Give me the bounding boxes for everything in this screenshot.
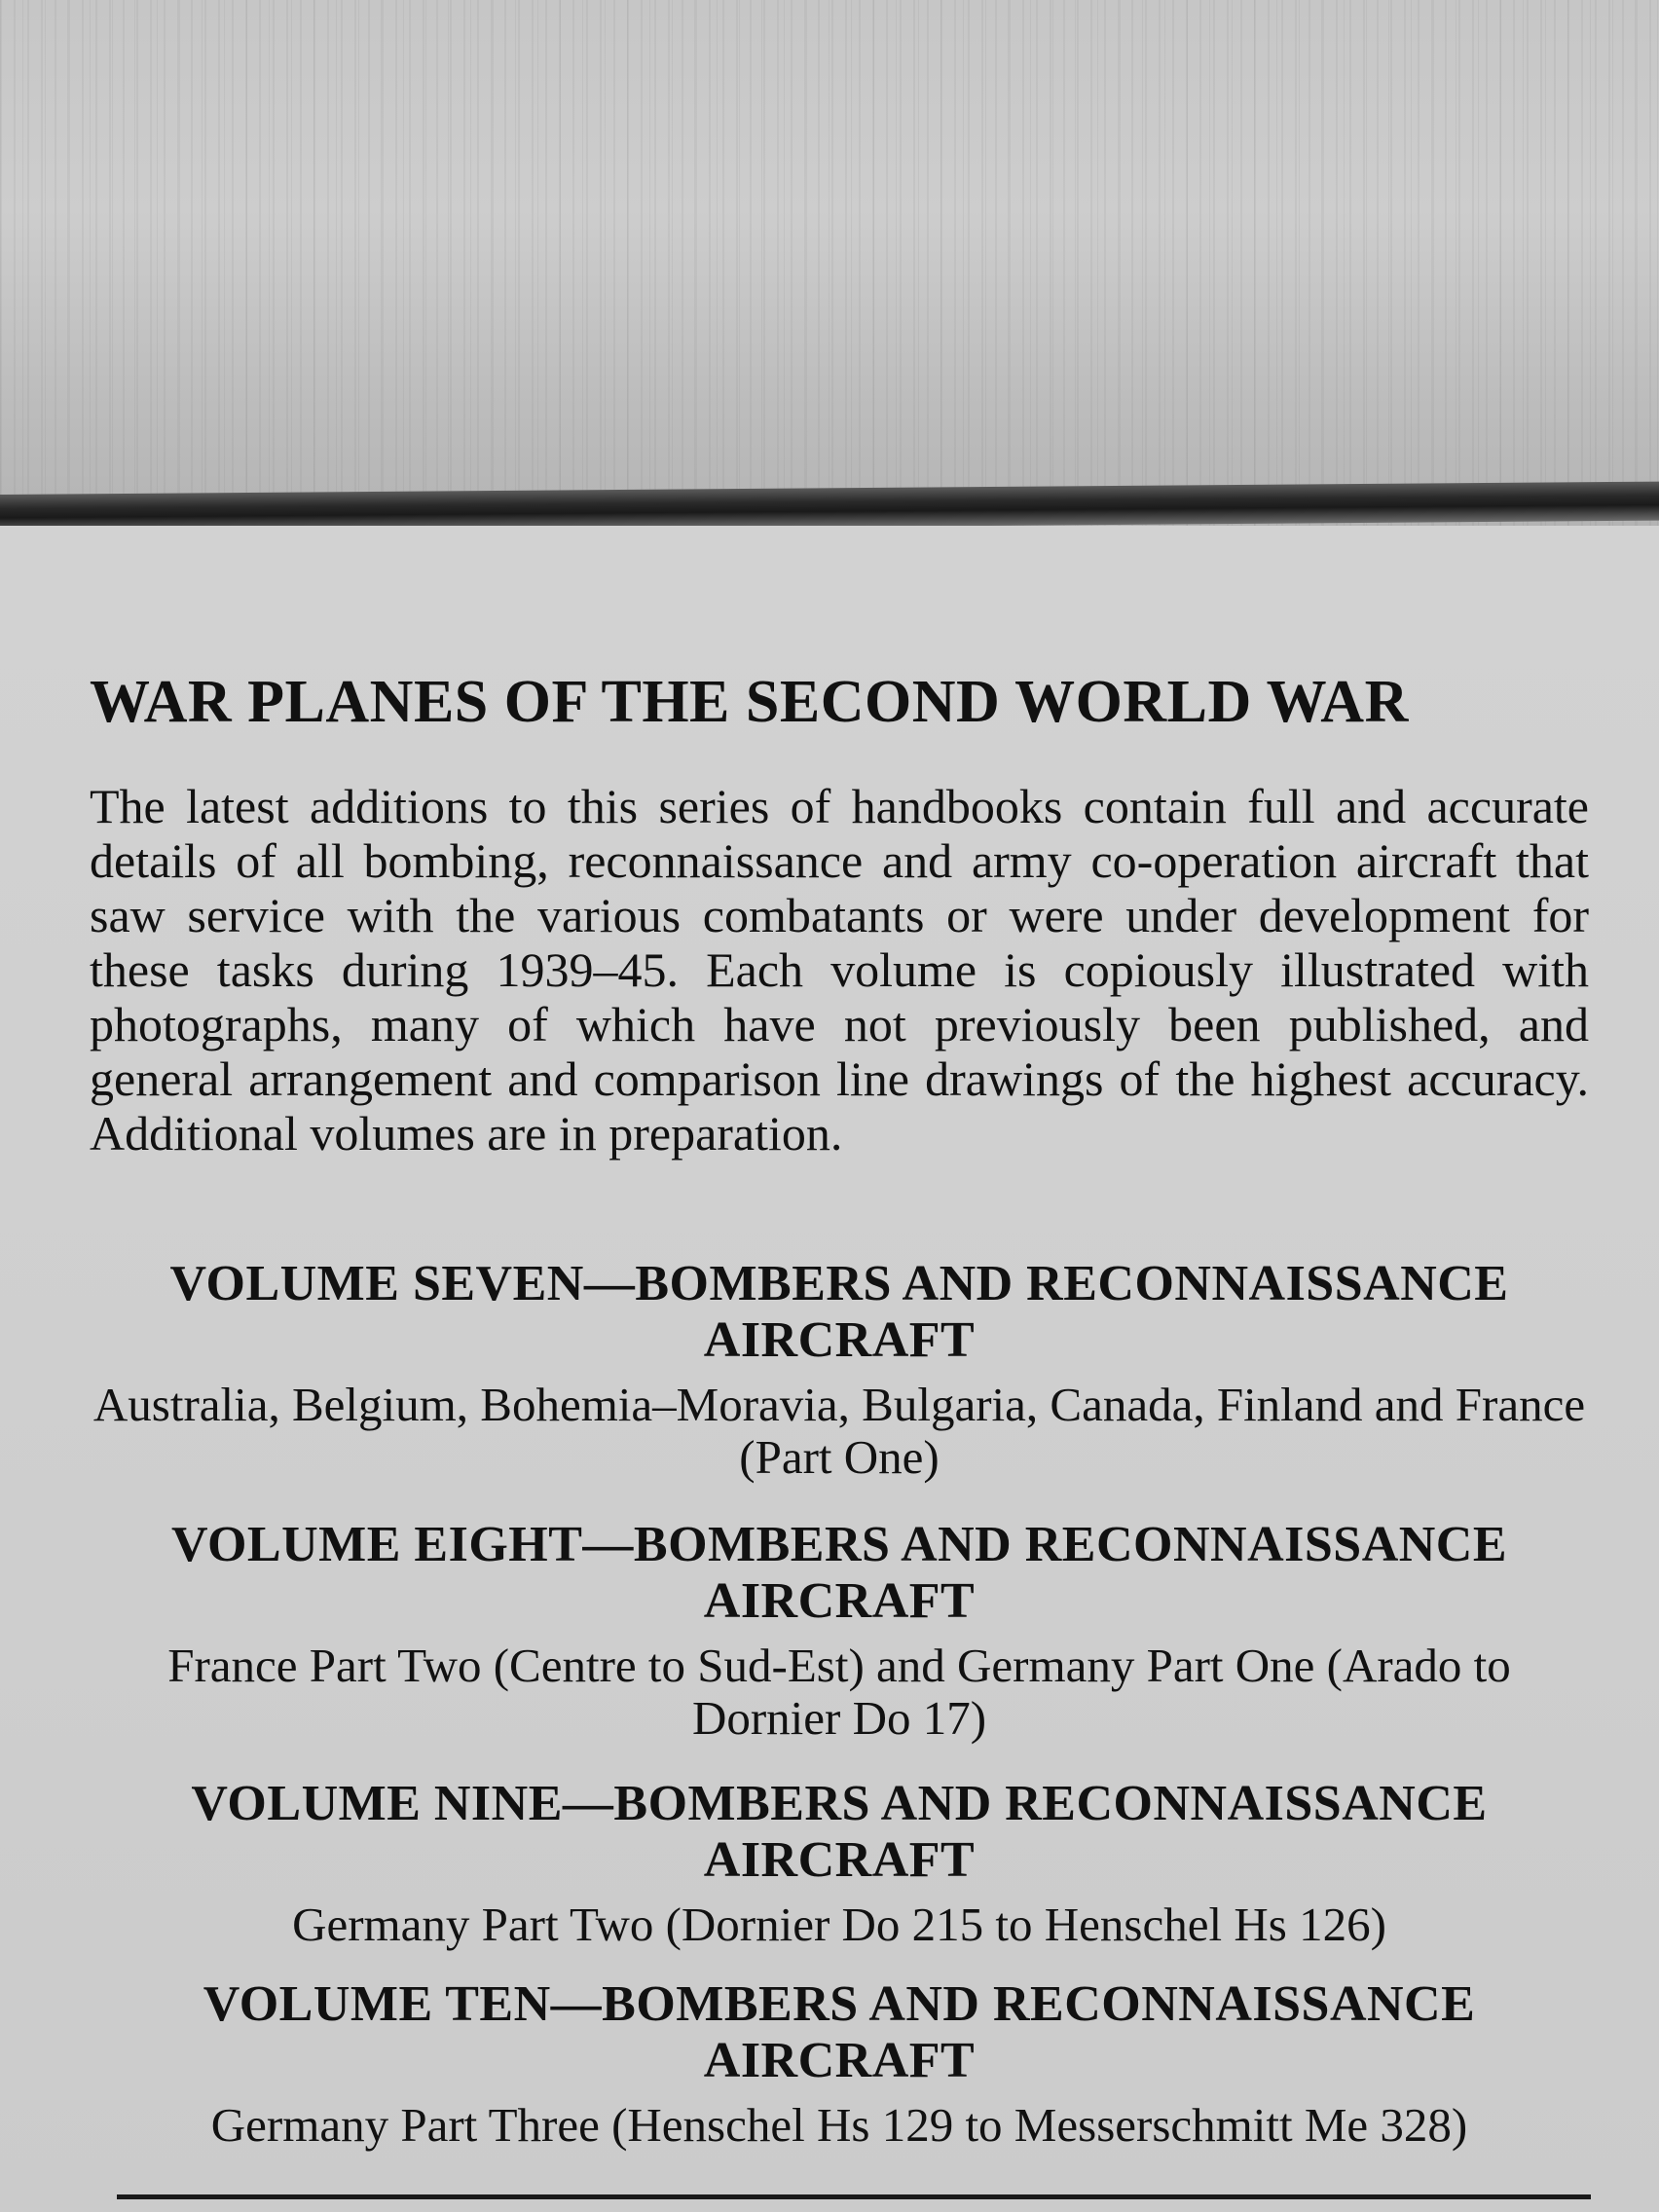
page-title: WAR PLANES OF THE SECOND WORLD WAR [90,669,1409,735]
background-surface [0,0,1659,526]
volume-description: Germany Part Three (Henschel Hs 129 to Messerschmitt Me 328) [210,2098,1468,2152]
volume-heading: VOLUME EIGHT—BOMBERS AND RECONNAISSANCE AIRCRAFT [170,1517,1508,1629]
intro-paragraph: The latest additions to this series of handbooks contain full and accurate details of all bombing, reconnaissance and army co-operation aircraft that saw service with the various combatants or were under development for these tasks during 1939–45. Each volume is copiously illustrated with photographs, many of which have not previously been published, and general arrangement and comparison line drawings of the highest accuracy. Additional volumes are in preparation. [90,779,1589,1161]
volume-heading: VOLUME NINE—BOMBERS AND RECONNAISSANCE AIRCRAFT [191,1776,1488,1888]
volume-nine-entry [90,1776,1589,1951]
volume-heading: VOLUME SEVEN—BOMBERS AND RECONNAISSANCE AIRCRAFT [169,1256,1509,1368]
volume-eight-entry [90,1517,1589,1745]
volume-seven-entry [90,1256,1589,1484]
volume-heading: VOLUME TEN—BOMBERS AND RECONNAISSANCE AIRCRAFT [203,1976,1476,2088]
volume-description: France Part Two (Centre to Sud-Est) and Germany Part One (Arado to Dornier Do 17) [167,1639,1511,1745]
volume-description: Germany Part Two (Dornier Do 215 to Henschel Hs 126) [292,1898,1386,1951]
volume-description: Australia, Belgium, Bohemia–Moravia, Bulgaria, Canada, Finland and France (Part One) [92,1378,1586,1484]
volume-ten-entry [90,1976,1589,2152]
bottom-rule [117,2194,1591,2199]
